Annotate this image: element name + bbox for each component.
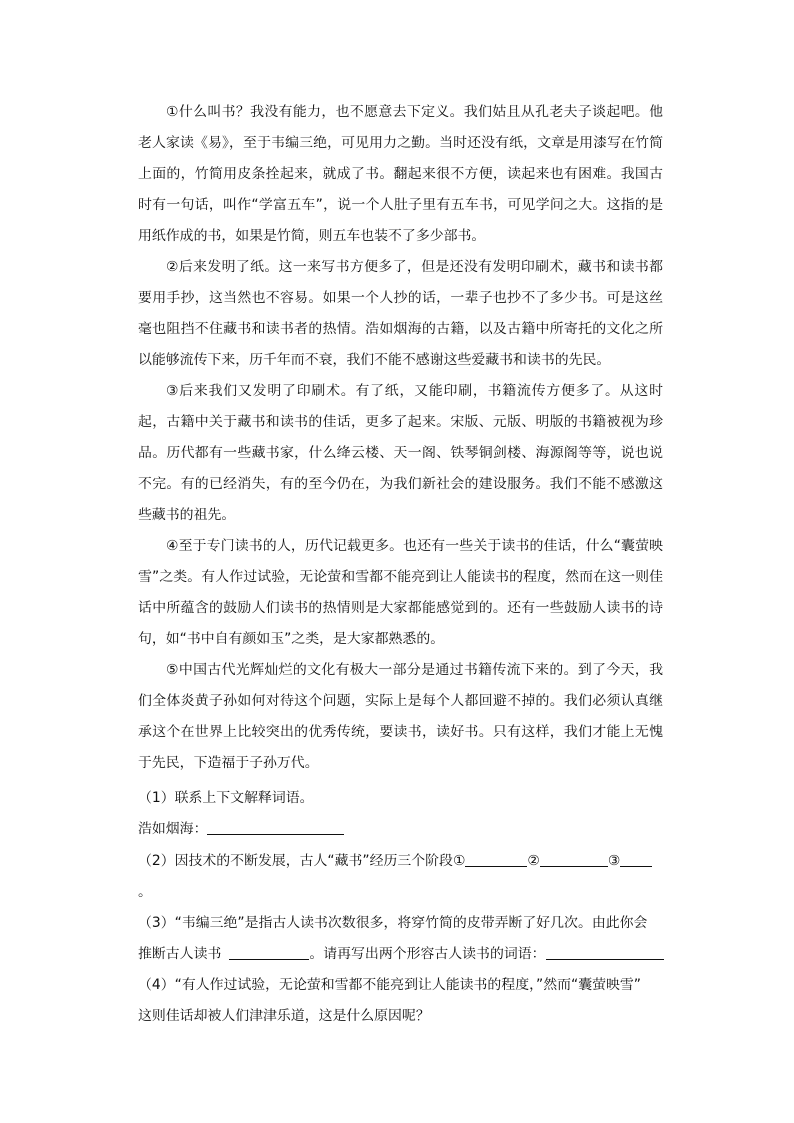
answer-blank-q2-2[interactable] (540, 850, 608, 867)
paragraph-4: ④至于专门读书的人，历代记载更多。也还有一些关于读书的佳话，什么“囊萤映雪”之类。有人作过试验，无论萤和雪都不能亮到让人能读书的程度，然而在这一则佳话中所蕴含的鼓励人们读书的热情则是大家都能感觉到的。还有一些鼓励人读书的诗句，如“书中自有颜如玉”之类，是大家都熟悉的。 (138, 538, 663, 647)
paragraph-2: ②后来发明了纸。这一来写书方便多了，但是还没有发明印刷术，藏书和读书都要用手抄，这当然也不容易。如果一个人抄的话，一辈子也抄不了多少书。可是这丝毫也阻挡不住藏书和读书者的热情。浩如烟海的古籍，以及古籍中所寄托的文化之所以能够流传下来，历千年而不衰，我们不能不感谢这些爱藏书和读书的先民。 (138, 259, 663, 368)
question-1-term: 浩如烟海： (138, 821, 208, 837)
stage-marker-3: ③ (607, 853, 621, 869)
stage-marker-2: ② (527, 853, 540, 869)
question-2-text: （2）因技术的不断发展，古人“藏书”经历三个阶段 (138, 853, 453, 869)
question-3-line-1: （3）“韦编三绝”是指古人读书次数很多，将穿竹简的皮带弄断了好几次。由此你会 (138, 915, 648, 931)
answer-blank-q1[interactable] (207, 818, 344, 835)
stage-marker-1: ① (452, 853, 466, 869)
question-3-text-b: 。请再写出两个形容古人读书的词语： (309, 946, 546, 962)
question-4-line-2: 这则佳话却被人们津津乐道，这是什么原因呢？ (138, 1008, 430, 1024)
answer-blank-q3-2[interactable] (546, 943, 664, 960)
answer-blank-q2-3[interactable] (620, 850, 652, 867)
question-2-end: 。 (138, 884, 152, 900)
paragraph-1: ①什么叫书？我没有能力，也不愿意去下定义。我们姑且从孔老夫子谈起吧。他老人家读《易》，至于韦编三绝，可见用力之勤。当时还没有纸，文章是用漆写在竹简上面的，竹简用皮条拴起来，就成了书。翻起来很不方便，读起来也有困难。我国古时有一句话，叫作“学富五车”，说一个人肚子里有五车书，可见学问之大。这指的是用纸作成的书，如果是竹简，则五车也装不了多少部书。 (138, 104, 663, 244)
question-1-row (138, 814, 678, 845)
question-2-row (138, 846, 678, 877)
paragraph-5: ⑤中国古代光辉灿烂的文化有极大一部分是通过书籍传流下来的。到了今天，我们全体炎黄子孙如何对待这个问题，实际上是每个人都回避不掉的。我们必须认真继承这个在世界上比较突出的优秀传统，要读书，读好书。只有这样，我们才能上无愧于先民，下造福于子孙万代。 (138, 662, 663, 771)
question-4-line-1: （4）“有人作过试验，无论萤和雪都不能亮到让人能读书的程度，”然而“囊萤映雪” (138, 977, 641, 993)
question-3-row-2 (138, 939, 678, 970)
paragraph-3: ③后来我们又发明了印刷术。有了纸，又能印刷，书籍流传方便多了。从这时起，古籍中关于藏书和读书的佳话，更多了起来。宋版、元版、明版的书籍被视为珍品。历代都有一些藏书家，什么绛云楼、天一阁、铁琴铜剑楼、海源阁等等，说也说不完。有的已经消失，有的至今仍在，为我们新社会的建设服务。我们不能不感激这些藏书的祖先。 (138, 383, 663, 523)
question-1-title: （1）联系上下文解释词语。 (138, 790, 314, 806)
question-3-text-a: 推断古人读书 (138, 946, 222, 962)
answer-blank-q2-1[interactable] (465, 850, 527, 867)
answer-blank-q3-1[interactable] (229, 943, 309, 960)
